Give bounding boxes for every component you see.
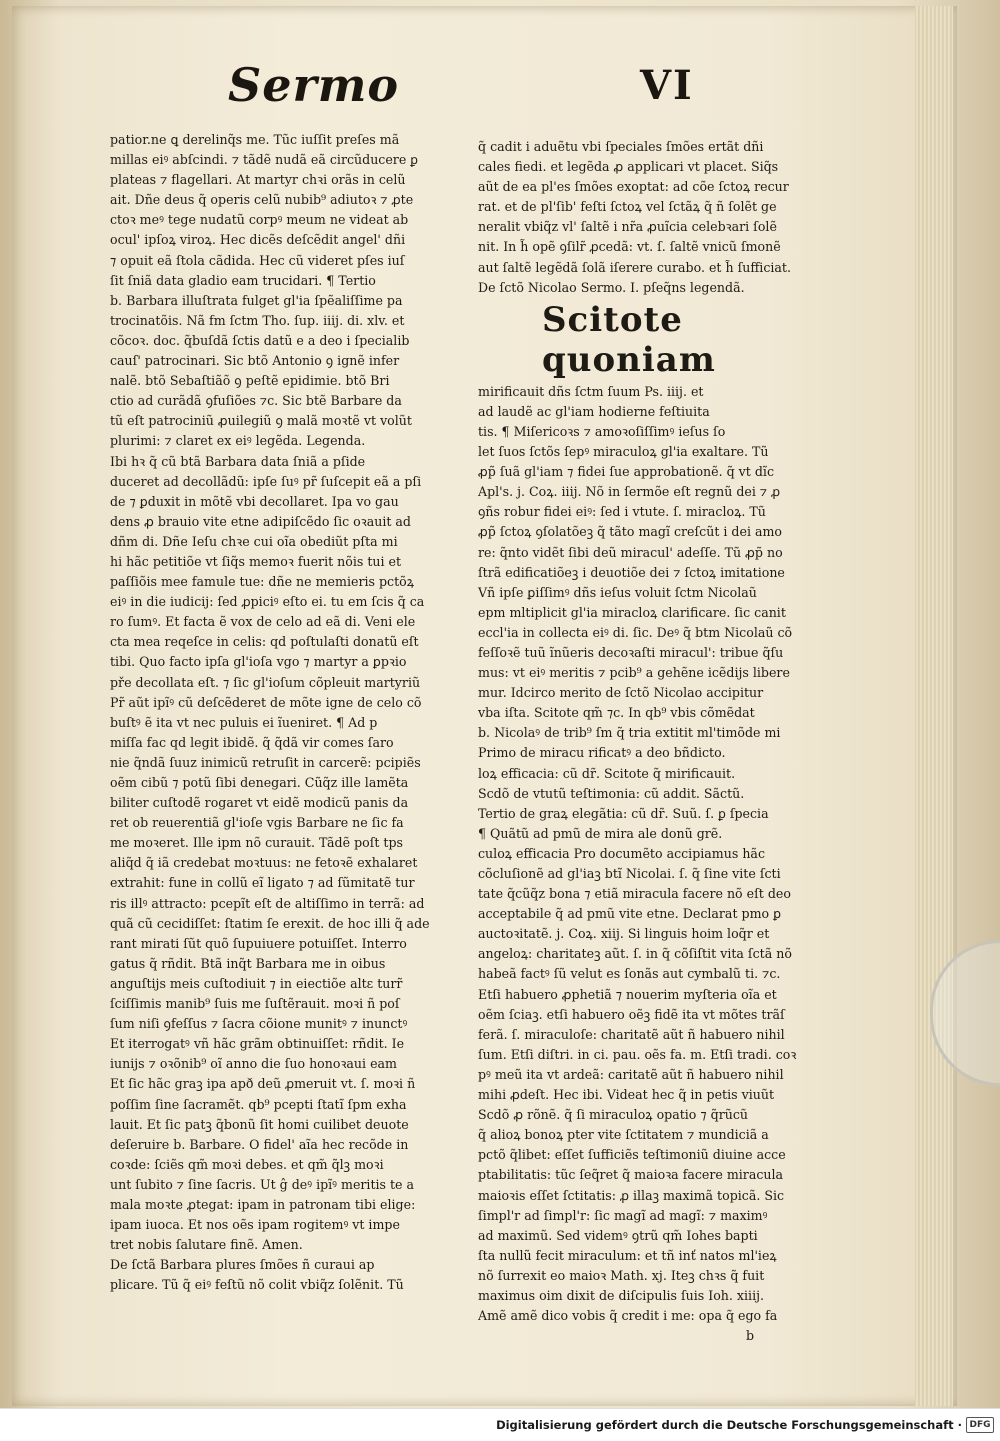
text-line: tibi. Quo facto ipſa gl'ioſa vgo ⁊ martyr a ꝑpꝛio	[110, 654, 407, 670]
text-line: tret nobis ſalutare finẽ. Amen.	[110, 1237, 303, 1253]
text-line: oẽm ſciaꝫ. etſi habuero oẽꝫ fidẽ ita vt mõtes trãſ	[478, 1006, 785, 1022]
text-line: nalẽ. btõ Sebaſtiãõ ꝯ peſtẽ epidimie. btõ Bri	[110, 373, 390, 389]
text-line: maximus oim dixit de diſcipulis ſuis Ioh. xiiij.	[478, 1287, 765, 1303]
text-line: me moꝛeret. Ille ipm nõ curauit. Tãdẽ poſt tps	[110, 835, 404, 851]
text-line: ſit ſniã data gladio eam trucidari. ¶ Tertio	[110, 272, 376, 288]
text-line: plateas ⁊ flagellari. At martyr chꝛi orãs in celũ	[110, 172, 406, 188]
text-line: millas eiꝰ abſcindi. ⁊ tãdẽ nudã eã circũducere ꝑ	[110, 152, 419, 168]
text-line: mala moꝛte ꝓtegat: ipam in patronam tibi elige:	[110, 1196, 416, 1212]
text-line: q̃ cadit i aduẽtu vbi ſpeciales ſmões ertãt dñi	[478, 139, 764, 154]
text-line: paſſiõis mee famule tue: dñe ne memieris pctõꝝ	[110, 574, 414, 590]
text-line: cta mea reqeſce in celis: qd poſtulaſti donatũ eſt	[110, 634, 419, 650]
text-line: ſciſſimis manib⁹ ſuis me ſuſtẽrauit. moꝛi ñ poſ	[110, 996, 400, 1012]
text-line: tũ eſt patrociniũ ꝓuilegiũ ꝯ malã moꝛtẽ vt volũt	[110, 413, 412, 429]
text-line: eiꝰ in die iudicij: ſed ꝓpiciꝰ eſto ei. tu em ſcis q̃ ca	[110, 594, 425, 610]
text-line: duceret ad decollãdũ: ipſe ſuꝰ pr̃ ſuſcepit eã a pſi	[110, 473, 422, 489]
text-line: pꝰ meũ ita vt ardeã: caritatẽ aũt ñ habuero nihil	[478, 1066, 784, 1082]
text-line: cõcluſionẽ ad gl'iaꝫ btĩ Nicolai. ſ. q̃ ſine vite ſcti	[478, 866, 781, 881]
left-text-column	[110, 130, 450, 1295]
text-line: De ſctã Barbara plures ſmões ñ curaui ap	[110, 1257, 375, 1273]
text-line: ctoꝛ meꝰ tege nudatũ corpꝰ meum ne videat ab	[110, 212, 409, 228]
text-line: angeloꝝ: charitateꝫ aũt. ſ. in q̃ cõſiſtit vita ſctã nõ	[478, 946, 792, 962]
text-line: deſeruire b. Barbare. O fidel' aĩa hec recõde in	[110, 1136, 409, 1152]
text-line: rant mirati ſũt quõ ſupuiuere potuiſſet. Interro	[110, 935, 407, 951]
text-line: extrahit: fune in collũ eĩ ligato ⁊ ad ſũmitatẽ tur	[110, 875, 415, 891]
text-line: ait. Dñe deus q̃ operis celũ nubib⁹ adiutoꝛ ⁊ ꝓte	[110, 192, 414, 208]
text-line: anguſtijs meis cuſtodiuit ⁊ in eiectiõe altɛ turr̃	[110, 975, 403, 991]
text-line: unt ſubito ⁊ ſine ſacris. Ut ĝ deꝰ ipĩꝰ meritis te a	[110, 1176, 415, 1192]
text-line: ſtrã edificatiõeꝫ i deuotiõe dei ⁊ ſctoꝝ imitatione	[478, 564, 785, 580]
text-line: ocul' ipſoꝝ viroꝝ. Hec dicẽs deſcẽdit angel' dñi	[110, 232, 406, 248]
page-header	[0, 58, 960, 118]
sermon-incipit: Scitote quoniam	[542, 299, 716, 380]
page-edges	[915, 6, 953, 1406]
text-line: ipam iuoca. Et nos oẽs ipam rogitemꝰ vt impe	[110, 1217, 400, 1233]
text-line: Amẽ amẽ dico vobis q̃ credit i me: opa q̃ ego fa	[478, 1308, 778, 1324]
text-line: ferã. ſ. miraculoſe: charitatẽ aũt ñ habuero nihil	[478, 1026, 785, 1042]
text-line: pře decollata eſt. ⁊ ſic gl'ioſum cõpleuit martyriũ	[110, 674, 421, 690]
text-line: feſſoꝛẽ tuũ ĩnũeris decoꝛaſti miracul': tribue q̃ſu	[478, 644, 784, 660]
text-line: mirificauit dñs ſctm ſuum Ps. iiij. et	[478, 383, 704, 399]
text-line: mur. Idcirco merito de ſctõ Nicolao accipitur	[478, 685, 764, 701]
text-line: b. Barbara illuſtrata fulget gl'ia ſpẽaliſſime pa	[110, 292, 403, 308]
text-line: mus: vt eiꝰ meritis ⁊ pcib⁹ a gehẽne icẽdijs libere	[478, 665, 790, 681]
text-line: acceptabile q̃ ad pmũ vite etne. Declarat pmo ꝑ	[478, 906, 782, 922]
text-line: ad laudẽ ac gl'iam hodierne feſtiuita	[478, 403, 710, 419]
text-line: lauit. Et ſic patꝫ q̃bonũ ſit homi cuilibet deuote	[110, 1116, 409, 1132]
text-line: ptabilitatis: tũc ſeq̃ret q̃ maioꝛa facere miracula	[478, 1167, 784, 1183]
dfg-logo: DFG	[966, 1417, 994, 1433]
text-line: buſtꝰ ẽ ita vt nec puluis ei ĩueniret. ¶ Ad p	[110, 714, 378, 730]
text-line: gatus q̃ rñdit. Btã inq̃t Barbara me in oibus	[110, 955, 386, 971]
right-column-top	[478, 137, 818, 298]
text-line: plurimi: ⁊ claret ex eiꝰ legẽda. Legenda.	[110, 433, 366, 449]
text-line: re: q̃nto vidẽt ſibi deũ miracul' adeſſe. Tũ ꝓp̃ no	[478, 544, 783, 560]
text-line: culoꝝ efficacia Pro documẽto accipiamus hãc	[478, 845, 765, 861]
text-line: cõcoꝛ. doc. q̃buſdã ſctis datũ e a deo i ſpecialib	[110, 332, 410, 348]
text-line: tis. ¶ Miſericoꝛs ⁊ amoꝛoſiſſimꝰ ieſus ſo	[478, 423, 726, 439]
text-line: aũt de ea pl'es ſmões exoptat: ad cõe ſctoꝝ recur	[478, 179, 789, 195]
text-line: de ⁊ ꝑduxit in mõtẽ vbi decollaret. Ipa vo gau	[110, 493, 399, 509]
text-line: patior.ne ꝗ derelinq̃s me. Tũc iuſſit preſes mã	[110, 132, 400, 147]
text-line: epm mltiplicit gl'ia miracloꝝ clarificare. ſic canit	[478, 604, 786, 620]
text-line: nõ ſurrexit eo maioꝛ Math. xj. Iteꝫ chꝛs q̃ fuit	[478, 1267, 765, 1283]
text-line: quã cũ cecidiſſet: ſtatim ſe erexit. de hoc illi q̃ ade	[110, 915, 430, 931]
running-title: Sermo	[228, 58, 400, 112]
text-line: rat. et de pl'ſib' feſti ſctoꝝ vel ſctãꝝ q̃ ñ ſolẽt ge	[478, 199, 777, 215]
text-line: tate q̃cũq̃z bona ⁊ etiã miracula facere nõ eſt deo	[478, 886, 791, 902]
text-line: habeã factꝰ ſũ velut es ſonãs aut cymbalũ ti. ⁊c.	[478, 966, 781, 982]
text-line: ſimpl'r ad ſimpl'r: ſic magĩ ad magĩ: ⁊ maximꝰ	[478, 1207, 768, 1223]
text-line: cauſ' patrocinari. Sic btõ Antonio ꝯ ignẽ infer	[110, 353, 400, 369]
text-line: De ſctõ Nicolao Sermo. I. pſeq̃ns legendã.	[478, 279, 745, 295]
text-line: ris illꝰ attracto: pcepĩt eſt de altiſſimo in terrã: ad	[110, 895, 425, 911]
text-line: ¶ Quãtũ ad pmũ de mira ale donũ grẽ.	[478, 825, 723, 841]
text-line: miſſa fac qd legit ibidẽ. q̃ q̃dã vir comes ſaro	[110, 734, 394, 750]
text-line: ꝓp̃ ſctoꝝ ꝯſolatõeꝫ q̃ tãto magĩ creſcũt i dei amo	[478, 524, 783, 540]
text-line: pctõ q̃libet: eſſet ſufficiẽs teſtimoniũ diuine acce	[478, 1147, 786, 1163]
folio-numeral: VI	[640, 62, 694, 109]
text-line: dens ꝓ brauio vite etne adipiſcẽdo ſic oꝛauit ad	[110, 513, 411, 529]
text-line: eccl'ia in collecta eiꝰ di. ſic. Deꝰ q̃ btm Nicolaũ cõ	[478, 624, 793, 640]
text-line: coꝛde: ſciẽs qm̃ moꝛi debes. et qm̃ q̃lꝫ moꝛi	[110, 1156, 384, 1172]
text-line: hi hãc petitiõe vt ſiq̃s memoꝛ fuerit nõis tui et	[110, 553, 402, 569]
text-line: biliter cuſtodẽ rogaret vt eidẽ modicũ panis da	[110, 795, 409, 811]
text-line: vba iſta. Scitote qm̃ ⁊c. In qb⁹ vbis cõmẽdat	[478, 705, 755, 721]
funding-notice: Digitalisierung gefördert durch die Deutsche Forschungsgemeinschaft ·	[496, 1418, 962, 1432]
text-line: ſum. Etſi diſtri. in ci. pau. oẽs fa. m. Etſi tradi. coꝛ	[478, 1046, 797, 1062]
text-line: Et ſic hãc graꝫ ipa apð deũ ꝓmeruit vt. ſ. moꝛi ñ	[110, 1076, 416, 1092]
signature-mark: b	[746, 1328, 755, 1344]
text-line: ctio ad curãdã ꝯfuſiões ⁊c. Sic btẽ Barbare da	[110, 393, 402, 409]
text-line: Apl's. j. Coꝝ. iiij. Nõ in ſermõe eſt regnũ dei ⁊ ꝓ	[478, 484, 781, 500]
text-line: ⁊ opuit eã ſtola cãdida. Hec cũ videret pſes iuſ	[110, 252, 405, 268]
text-line: b. Nicolaꝰ de trib⁹ ſm q̃ tria extitit ml'timõde mi	[478, 725, 781, 741]
text-line: Et iterrogatꝰ vñ hãc grãm obtinuiſſet: rñdit. Ie	[110, 1036, 405, 1052]
text-line: Scdõ ꝓ rõnẽ. q̃ ſi miraculoꝝ opatio ⁊ q̃rũcũ	[478, 1107, 749, 1123]
text-line: oẽm cibũ ⁊ potũ ſibi denegari. Cũq̃z ille lamẽta	[110, 775, 409, 790]
text-line: ꝯñs robur fidei eiꝰ: ſed i vtute. ſ. miracloꝝ. Tũ	[478, 504, 766, 520]
text-line: Tertio de graꝝ elegãtia: cũ dr̃. Suũ. ſ. ꝑ ſpecia	[478, 805, 769, 821]
text-line: ſta nullũ fecit miraculum: et tñ inť natos ml'ieꝝ	[478, 1247, 777, 1263]
text-line: plicare. Tũ q̃ eiꝰ feſtũ nõ colit vbiq̃z ſolẽnit. Tũ	[110, 1277, 404, 1293]
right-text-column	[478, 137, 818, 1346]
text-line: ſum niſi ꝯfeſſus ⁊ ſacra cõione munitꝰ ⁊ inunctꝰ	[110, 1016, 408, 1032]
text-line: Vñ ipſe ꝑiſſimꝰ dñs ieſus voluit ſctm Nicolaũ	[478, 584, 757, 600]
text-line: cales fiedi. et legẽda ꝓ applicari vt placet. Siq̃s	[478, 159, 779, 175]
text-line: Ibi hꝛ q̃ cũ btã Barbara data ſniã a pſide	[110, 453, 366, 469]
text-line: maioꝛis eſſet ſctitatis: ꝓ illaꝫ maximã topicã. Sic	[478, 1187, 785, 1203]
text-line: ad maximũ. Sed videmꝰ ꝯtrũ qm̃ Iohes bapti	[478, 1227, 758, 1243]
text-line: Primo de miracu rificatꝰ a deo bñdicto.	[478, 745, 726, 761]
text-line: ro ſumꝰ. Et facta ẽ vox de celo ad eã di. Veni ele	[110, 614, 416, 630]
footer-bar	[0, 1408, 1000, 1441]
right-column-body	[478, 382, 818, 1326]
text-line: aut ſaltẽ legẽdã ſolã iſerere curabo. et h̃ ſufficiat.	[478, 259, 791, 275]
text-line: q̃ alioꝝ bonoꝝ pter vite ſctitatem ⁊ mundiciã a	[478, 1127, 769, 1143]
text-line: nit. In h̃ opẽ ꝯſilr̃ ꝓcedã: vt. ſ. ſaltẽ vnicũ ſmonẽ	[478, 239, 781, 255]
text-line: nie q̃ndã ſuuz inimicũ retruſit in carcerẽ: pcipiẽs	[110, 754, 421, 770]
text-line: ꝓp̃ ſuã gl'iam ⁊ fidei ſue approbationẽ. q̃ vt dĩc	[478, 464, 775, 480]
text-line: Scdõ de vtutũ teſtimonia: cũ addit. Sãctũ.	[478, 785, 745, 801]
text-line: mihi ꝓdeſt. Hec ibi. Videat hec q̃ in petis viuũt	[478, 1087, 775, 1103]
text-line: iunijs ⁊ oꝛõnib⁹ oĩ anno die ſuo honoꝛaui eam	[110, 1056, 397, 1072]
text-line: Pr̃ aũt ipĩꝰ cũ deſcẽderet de mõte igne de celo cõ	[110, 694, 422, 710]
text-line: let ſuos ſctõs ſepꝰ miraculoꝝ gl'ia exaltare. Tũ	[478, 444, 769, 460]
text-line: loꝝ efficacia: cũ dr̃. Scitote q̃ mirificauit.	[478, 765, 736, 781]
text-line: poſſim ſine ſacramẽt. qb⁹ pcepti ſtatĩ ſpm exha	[110, 1096, 407, 1112]
text-line: ret ob reuerentiã gl'ioſe vgis Barbare ne ſic fa	[110, 815, 404, 831]
text-line: trocinatõis. Nã fm ſctm Tho. ſup. iiij. di. xlv. et	[110, 312, 405, 328]
text-line: auctoꝛitatẽ. j. Coꝝ. xiij. Si linguis hoim loq̃r et	[478, 926, 770, 942]
text-line: neralit vbiq̃z vl' ſaltẽ i nr̃a ꝓuĩcia celebꝛari ſolẽ	[478, 219, 777, 235]
text-line: Etſi habuero ꝓphetiã ⁊ nouerim myſteria oĩa et	[478, 986, 777, 1002]
text-line: dñm di. Dñe Ieſu chꝛe cui oĩa obediũt pſta mi	[110, 533, 398, 549]
text-line: aliq̃d q̃ iã credebat moꝛtuus: ne fetoꝛẽ exhalaret	[110, 855, 418, 871]
